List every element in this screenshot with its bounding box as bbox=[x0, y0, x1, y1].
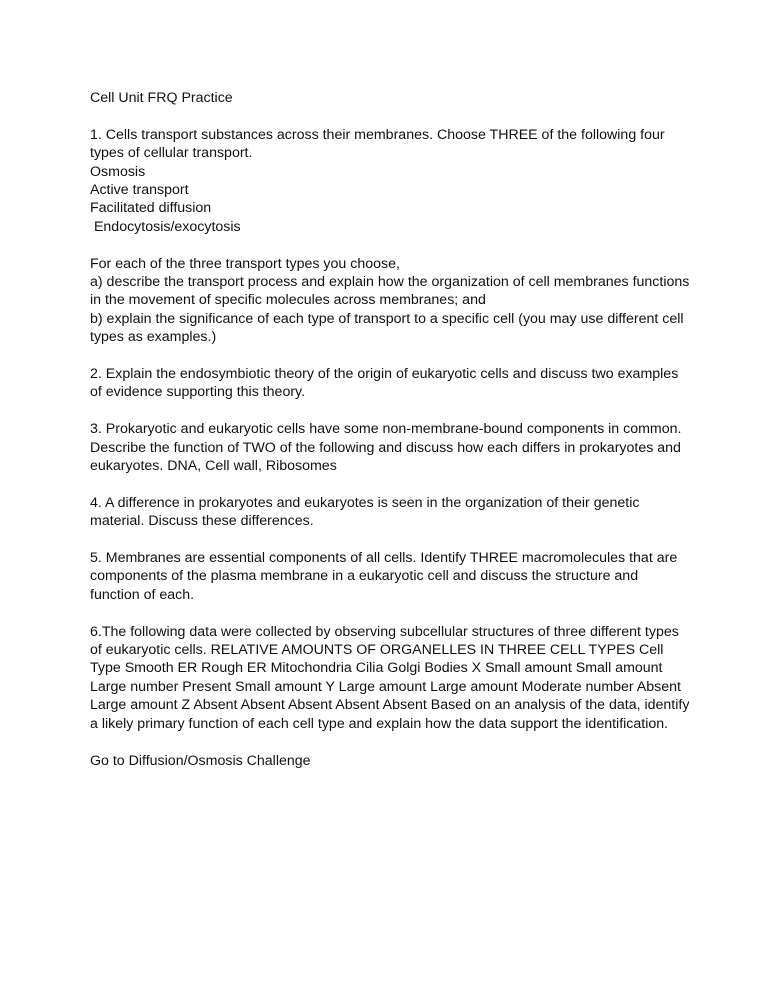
document-title: Cell Unit FRQ Practice bbox=[90, 90, 233, 106]
question-6: 6.The following data were collected by observing subcellular structures of three different types of eukaryotic cells. RELATIVE AMOUNTS OF ORGANELLES IN THREE CELL TYPES Cell Type Smooth ER Rough ER Mitochondria Cilia Golgi Bodies X Small amount Small amount Large number Present Small amount Y Large amount Large amount Moderate number Absent Large amount Z Absent Absent Absent Absent Absent Based on an analysis of the data, identify a likely primary function of each cell type and explain how the data support the identification. bbox=[90, 623, 690, 732]
question-1-intro: 1. Cells transport substances across their membranes. Choose THREE of the following four types of cellular transport. bbox=[90, 126, 669, 162]
question-1-parts bbox=[90, 255, 694, 347]
transport-option-osmosis: Osmosis bbox=[90, 163, 146, 180]
question-1-lead: For each of the three transport types you choose, bbox=[90, 255, 400, 272]
question-1-part-b: b) explain the significance of each type of transport to a specific cell (you may use different cell types as examples.) bbox=[90, 310, 688, 346]
question-1 bbox=[90, 126, 690, 236]
question-4: 4. A difference in prokaryotes and eukaryotes is seen in the organization of their genetic material. Discuss these differences. bbox=[90, 494, 640, 530]
question-5: 5. Membranes are essential components of all cells. Identify THREE macromolecules that are components of the plasma membrane in a eukaryotic cell and discuss the structure and function of each. bbox=[90, 550, 678, 603]
diffusion-osmosis-link[interactable]: Go to Diffusion/Osmosis Challenge bbox=[90, 752, 311, 769]
transport-option-endocytosis: Endocytosis/exocytosis bbox=[90, 218, 241, 235]
transport-option-facilitated: Facilitated diffusion bbox=[90, 200, 212, 217]
document-page bbox=[90, 89, 694, 788]
question-3: 3. Prokaryotic and eukaryotic cells have some non-membrane-bound components in common. Describe the function of TWO of the following and discuss how each differs in prokaryotes and eukaryotes. DNA, Cell wall, Ribosomes bbox=[90, 421, 682, 475]
question-2: 2. Explain the endosymbiotic theory of the origin of eukaryotic cells and discuss two examples of evidence supporting this theory. bbox=[90, 366, 679, 401]
question-1-part-a: a) describe the transport process and explain how the organization of cell membranes functions in the movement of specific molecules across membranes; and bbox=[90, 274, 694, 309]
transport-option-active: Active transport bbox=[90, 182, 189, 199]
